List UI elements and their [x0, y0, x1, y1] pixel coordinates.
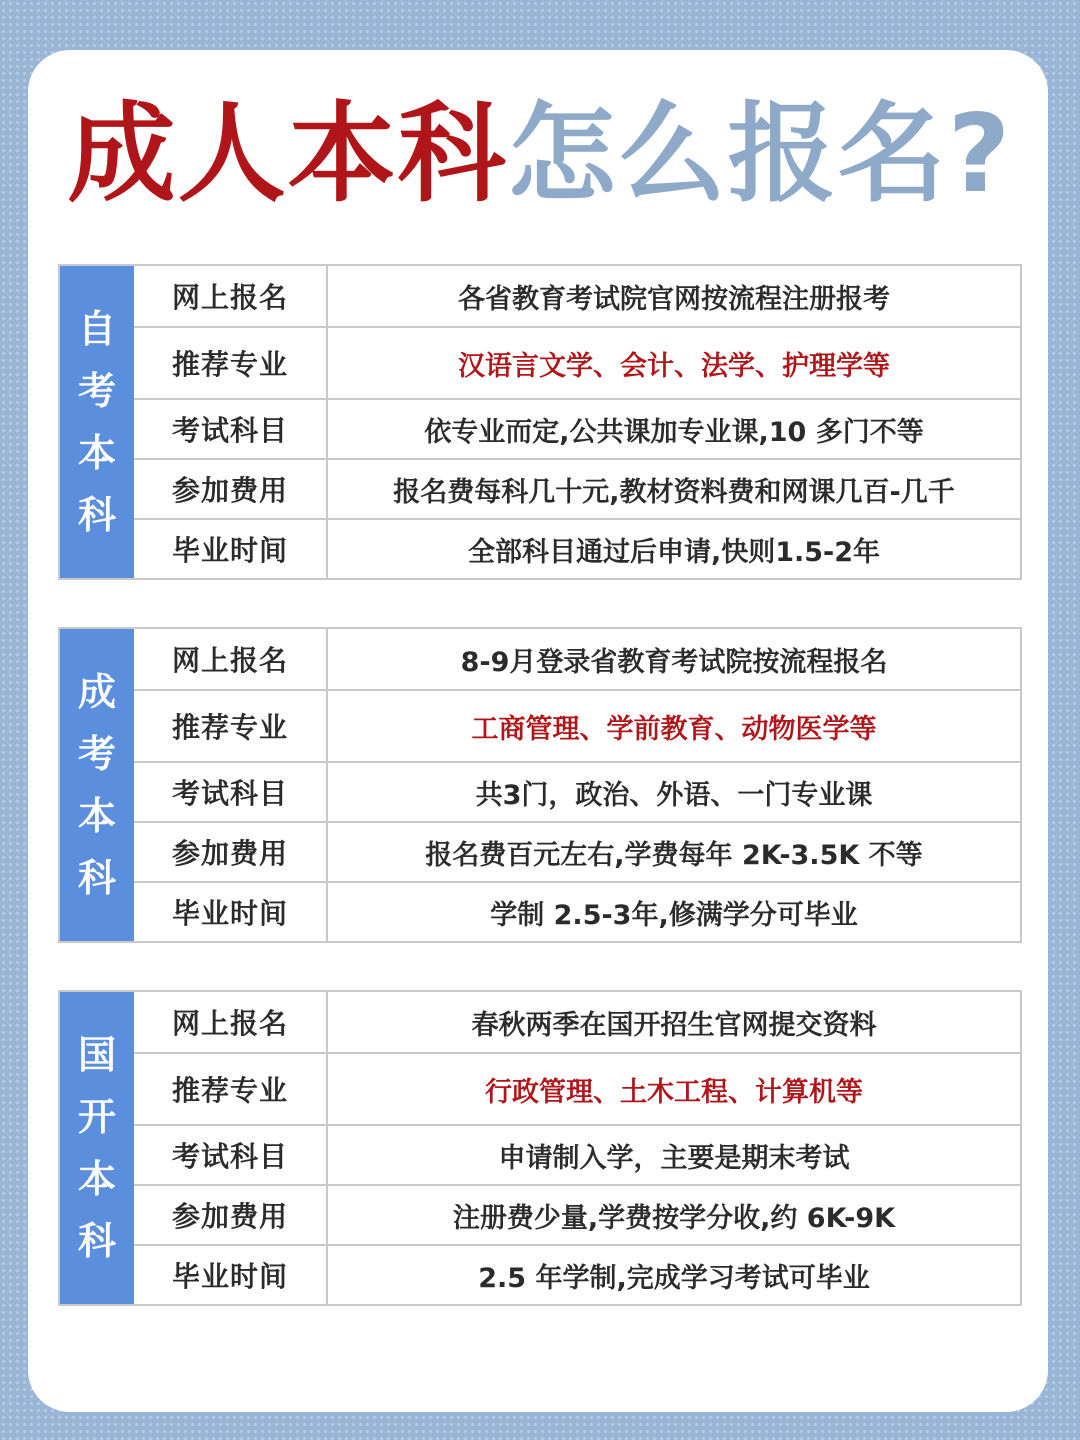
category-label	[60, 266, 134, 578]
table-row	[134, 518, 1020, 578]
row-value: 各省教育考试院官网按流程注册报考	[458, 283, 890, 315]
row-label: 毕业时间	[134, 883, 328, 941]
row-value-highlight: 汉语言文学、会计、法学、护理学等	[458, 350, 890, 382]
table-row	[134, 821, 1020, 881]
section-rows	[134, 992, 1020, 1304]
row-value-highlight: 行政管理、土木工程、计算机等	[485, 1076, 863, 1108]
row-label: 考试科目	[134, 763, 328, 821]
row-label: 推荐专业	[134, 1054, 328, 1124]
row-value: 报名费每科几十元,教材资料费和网课几百-几千	[393, 476, 955, 508]
section-rows	[134, 266, 1020, 578]
table-row	[134, 1052, 1020, 1124]
category-char: 本	[77, 1157, 116, 1201]
row-label: 毕业时间	[134, 520, 328, 578]
row-label: 网上报名	[134, 992, 328, 1052]
row-value: 全部科目通过后申请,快则1.5-2年	[467, 536, 881, 568]
category-char: 科	[77, 856, 116, 900]
row-label: 毕业时间	[134, 1246, 328, 1304]
table-row	[134, 326, 1020, 398]
row-label: 考试科目	[134, 400, 328, 458]
category-char: 考	[77, 732, 116, 776]
row-value: 注册费少量,学费按学分收,约 6K-9K	[452, 1202, 896, 1234]
category-char: 成	[77, 670, 116, 714]
category-char: 科	[77, 1219, 116, 1263]
row-label: 网上报名	[134, 629, 328, 689]
section-open-university	[58, 990, 1022, 1306]
table-row	[134, 1124, 1020, 1184]
row-label: 推荐专业	[134, 691, 328, 761]
table-row	[134, 1244, 1020, 1304]
table-row	[134, 992, 1020, 1052]
row-value: 申请制入学，主要是期末考试	[498, 1142, 850, 1174]
table-row	[134, 458, 1020, 518]
category-char: 国	[77, 1033, 116, 1077]
row-value: 2.5 年学制,完成学习考试可毕业	[478, 1262, 870, 1294]
section-rows	[134, 629, 1020, 941]
category-char: 考	[77, 369, 116, 413]
row-label: 网上报名	[134, 266, 328, 326]
category-label	[60, 992, 134, 1304]
row-value: 8-9月登录省教育考试院按流程报名	[460, 646, 888, 678]
table-row	[134, 689, 1020, 761]
row-label: 参加费用	[134, 460, 328, 518]
table-row	[134, 881, 1020, 941]
category-char: 开	[77, 1095, 116, 1139]
category-char: 自	[77, 307, 116, 351]
category-char: 本	[77, 431, 116, 475]
table-row	[134, 761, 1020, 821]
row-value: 报名费百元左右,学费每年 2K-3.5K 不等	[425, 839, 923, 871]
row-value: 学制 2.5-3年,修满学分可毕业	[490, 899, 858, 931]
row-label: 推荐专业	[134, 328, 328, 398]
category-label	[60, 629, 134, 941]
section-self-study	[58, 264, 1022, 580]
table-row	[134, 1184, 1020, 1244]
title-red-part: 成人本科	[67, 92, 508, 217]
row-label: 参加费用	[134, 823, 328, 881]
table-row	[134, 266, 1020, 326]
row-value: 依专业而定,公共课加专业课,10 多门不等	[424, 416, 924, 448]
section-adult-exam	[58, 627, 1022, 943]
category-char: 本	[77, 794, 116, 838]
row-value: 春秋两季在国开招生官网提交资料	[471, 1009, 877, 1041]
row-value-highlight: 工商管理、学前教育、动物医学等	[471, 713, 877, 745]
table-row	[134, 398, 1020, 458]
table-row	[134, 629, 1020, 689]
category-char: 科	[77, 493, 116, 537]
row-label: 考试科目	[134, 1126, 328, 1184]
title-blue-part: 怎么报名?	[507, 92, 1013, 217]
row-label: 参加费用	[134, 1186, 328, 1244]
row-value: 共3门，政治、外语、一门专业课	[475, 779, 873, 811]
page-title	[0, 90, 1080, 220]
